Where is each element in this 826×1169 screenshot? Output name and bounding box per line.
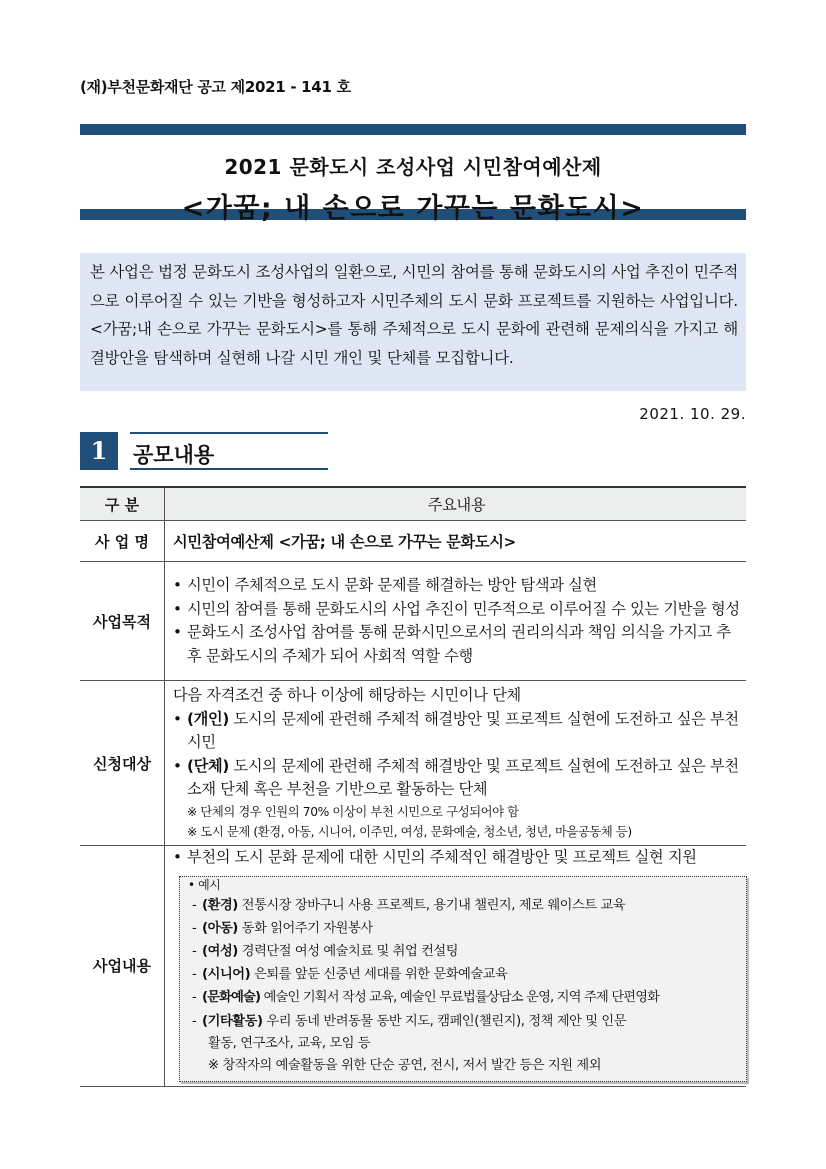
list-item: • (개인) 도시의 문제에 관련해 주체적 해결방안 및 프로젝트 실현에 도전하고 싶은 부천 시민 — [173, 709, 739, 752]
section-number: 1 — [80, 432, 118, 470]
section-title: 공모내용 — [133, 443, 215, 467]
list-item: • 시민이 주체적으로 도시 문화 문제를 해결하는 방안 탐색과 실현 — [173, 576, 597, 594]
example-item: - (시니어) 은퇴를 앞둔 신중년 세대를 위한 문화예술교육 — [192, 967, 508, 983]
list-item: • 시민의 참여를 통해 문화도시의 사업 추진이 민주적으로 이루어질 수 있는 기반을 형성 — [173, 599, 740, 618]
table-row-purpose — [80, 562, 746, 681]
target-content — [165, 681, 747, 846]
header-category: 구 분 — [80, 487, 165, 521]
target-note: ※ 도시 문제 (환경, 아동, 시니어, 이주민, 여성, 문화예술, 청소년, 청년, 마을공동체 등) — [187, 824, 632, 839]
example-item: - (여성) 경력단절 여성 예술치료 및 취업 컨설팅 — [192, 943, 459, 959]
content-table — [80, 486, 746, 1087]
example-title: • 예시 — [188, 877, 221, 892]
table-row-target — [80, 681, 746, 846]
label-target: 신청대상 — [80, 681, 165, 846]
example-item: - (문화예술) 예술인 기획서 작성 교육, 예술인 무료법률상담소 운영, 지역 주제 단편영화 — [192, 990, 660, 1006]
example-continuation: 활동, 연구조사, 교육, 모임 등 — [208, 1035, 371, 1051]
example-item: - (환경) 전통시장 장바구니 사용 프로젝트, 용기내 챌린지, 제로 웨이스트 교육 — [192, 897, 626, 913]
target-intro: 다음 자격조건 중 하나 이상에 해당하는 시민이나 단체 — [173, 686, 521, 705]
title-banner — [80, 124, 746, 224]
example-box — [179, 876, 747, 1082]
example-item: - (아동) 동화 읽어주기 자원봉사 — [192, 920, 373, 936]
intro-paragraph: 본 사업은 법정 문화도시 조성사업의 일환으로, 시민의 참여를 통해 문화도시의 사업 추진이 민주적으로 이루어질 수 있는 기반을 형성하고자 시민주체의 도시 문화 프로젝트를 지원하는 사업입니다. <가꿈;내 손으로 가꾸는 문화도시>를 통해 주체적으로 도시 문화에 관련해 문제의식을 가지고 해결방안을 탐색하며 실현해 나갈 시민 개인 및 단체를 모집합니다. — [80, 253, 746, 391]
project-name-value: 시민참여예산제 <가꿈; 내 손으로 가꾸는 문화도시> — [165, 521, 747, 562]
list-item: • 문화도시 조성사업 참여를 통해 문화시민으로서의 권리의식과 책임 의식을 가지고 추후 문화도시의 주체가 되어 사회적 역할 수행 — [173, 623, 731, 665]
label-purpose: 사업목적 — [80, 562, 165, 681]
notice-number: (재)부천문화재단 공고 제2021 - 141 호 — [80, 78, 351, 96]
announcement-date: 2021. 10. 29. — [639, 405, 746, 423]
target-note: ※ 단체의 경우 인원의 70% 이상이 부천 시민으로 구성되어야 함 — [187, 804, 519, 819]
header-content: 주요내용 — [165, 487, 747, 521]
table-row-project-name — [80, 521, 746, 562]
content-details — [165, 846, 747, 1087]
section-heading — [130, 432, 328, 470]
example-item: - (기타활동) 우리 동네 반려동물 동반 지도, 캠페인(챌린지), 정책 제안 및 인문 — [192, 1013, 627, 1029]
purpose-content — [165, 562, 747, 681]
table-row-content — [80, 846, 746, 1087]
table-header-row — [80, 487, 746, 521]
label-content: 사업내용 — [80, 846, 165, 1087]
list-item: • 부천의 도시 문화 문제에 대한 시민의 주체적인 해결방안 및 프로젝트 실현 지원 — [173, 848, 697, 866]
label-project-name: 사 업 명 — [80, 521, 165, 562]
page-title: <가꿈; 내 손으로 가꾸는 문화도시> — [181, 193, 645, 224]
list-item: • (단체) 도시의 문제에 관련해 주체적 해결방안 및 프로젝트 실현에 도전하고 싶은 부천 소재 단체 혹은 부천을 기반으로 활동하는 단체 — [173, 756, 739, 799]
example-note: ※ 창작자의 예술활동을 위한 단순 공연, 전시, 저서 발간 등은 지원 제외 — [208, 1057, 602, 1073]
title-subtitle: 2021 문화도시 조성사업 시민참여예산제 — [224, 155, 602, 179]
